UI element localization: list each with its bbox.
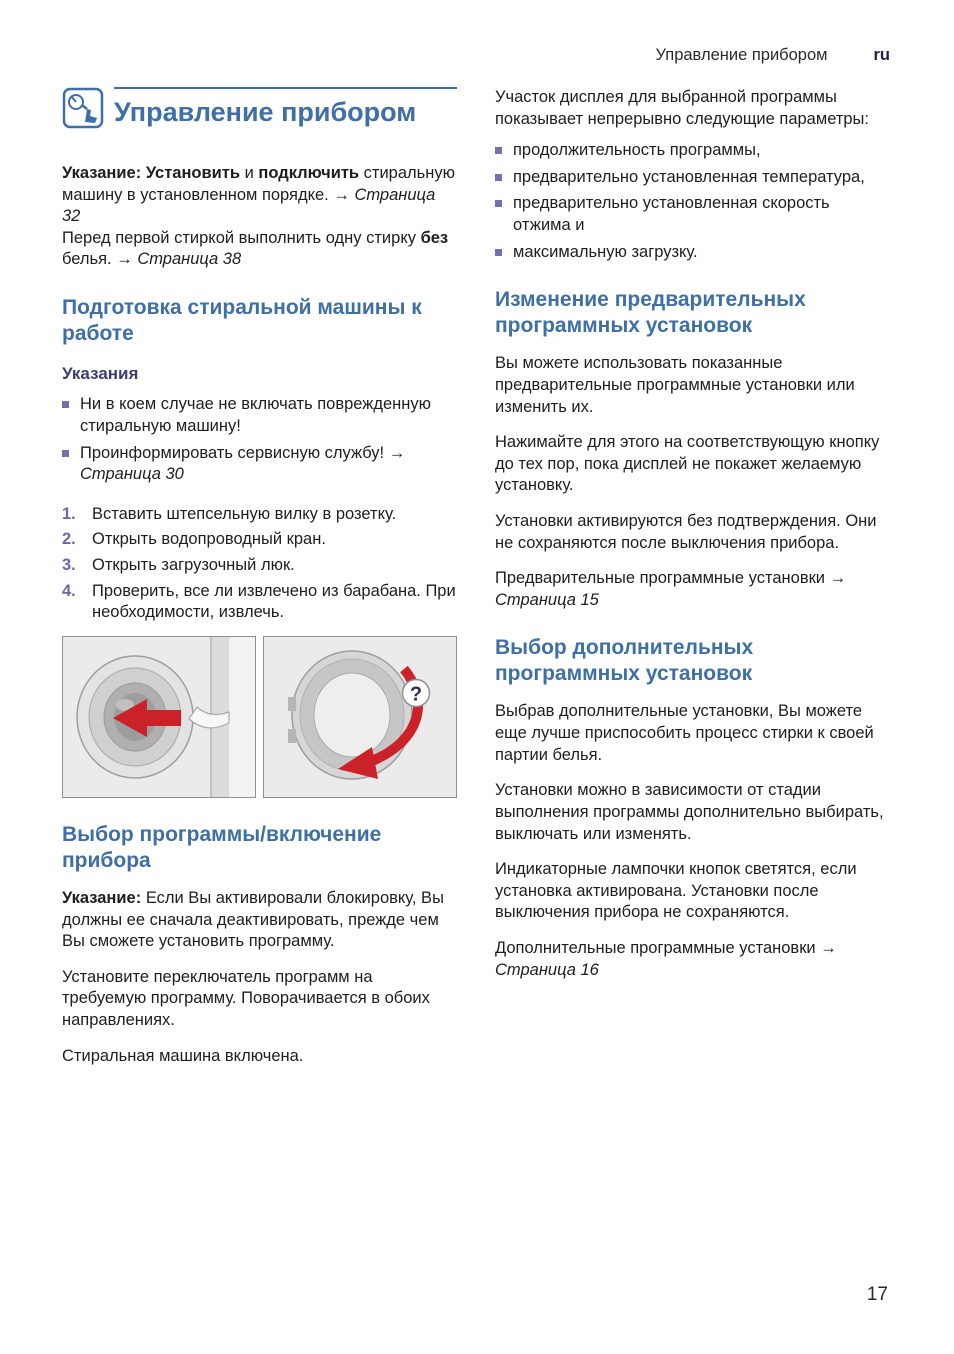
hinge-illustration: [288, 729, 296, 743]
step-text: Проверить, все ли извлечено из барабана. При необходимости, извлечь.: [92, 581, 456, 622]
step-number: 4.: [62, 581, 76, 600]
list-item: [495, 242, 890, 264]
header-language-code: ru: [873, 46, 890, 64]
bullet-text: Проинформировать сервисную службу! → Страница 30: [80, 443, 406, 484]
step-number: 3.: [62, 556, 76, 575]
section-title-program-selection: Выбор программы/включение прибора: [62, 822, 382, 872]
list-item: [495, 140, 890, 162]
presets-page-reference: Предварительные программные установки → Страница 15: [495, 569, 847, 609]
appliance-operation-icon: [62, 87, 104, 129]
display-paragraph: Участок дисплея для выбранной программы показывает непрерывно следующие параметры:: [495, 88, 869, 128]
additional-settings-paragraph-3: Индикаторные лампочки кнопок светятся, если установка активирована. Установки после выключения прибора не сохраняются.: [495, 860, 857, 922]
preparation-steps-list: [62, 504, 457, 624]
list-item: [62, 443, 457, 486]
bullet-text: предварительно установленная скорость отжима и: [513, 194, 830, 235]
additional-settings-paragraph-1: Выбрав дополнительные установки, Вы можете еще лучше приспособить процесс стирки к своей партии белья.: [495, 702, 874, 764]
additional-settings-page-reference: Дополнительные программные установки → Страница 16: [495, 938, 837, 979]
notes-bullet-list: [62, 394, 457, 485]
square-bullet-icon: [62, 401, 69, 408]
square-bullet-icon: [495, 200, 502, 207]
list-item: [62, 581, 457, 624]
list-item: [62, 394, 457, 437]
left-column: [62, 87, 457, 1081]
section-title-change-presets: Изменение предварительных программных установок: [495, 288, 806, 338]
step-text: Вставить штепсельную вилку в розетку.: [92, 504, 397, 523]
step-number: 2.: [62, 530, 76, 549]
page-number: 17: [866, 1284, 888, 1305]
drum-check-figure: [62, 636, 457, 798]
display-parameters-list: [495, 140, 890, 263]
washer-door-open-illustration: [263, 636, 457, 798]
selector-paragraph: Установите переключатель программ на требуемую программу. Поворачивается в обоих направлениях.: [62, 967, 430, 1029]
list-item: [495, 193, 890, 236]
step-number: 1.: [62, 504, 76, 523]
chapter-title: Управление прибором: [114, 87, 457, 129]
two-column-layout: [62, 87, 890, 1081]
subsection-title-notes: Указания: [62, 364, 139, 384]
bullet-text: максимальную загрузку.: [513, 242, 698, 261]
square-bullet-icon: [495, 147, 502, 154]
change-presets-paragraph-2: Нажимайте для этого на соответствующую кнопку до тех пор, пока дисплей не покажет желаемую установку.: [495, 433, 880, 495]
question-mark-glyph: ?: [409, 683, 423, 706]
additional-settings-paragraph-2: Установки можно в зависимости от стадии выполнения программы дополнительно выбирать, выключать или изменять.: [495, 781, 884, 843]
section-title-preparation: Подготовка стиральной машины к работе: [62, 296, 422, 346]
hinge-illustration: [288, 697, 296, 711]
lock-note: Указание: Если Вы активировали блокировку, Вы должны ее сначала деактивировать, прежде чем Вы сможете установить программу.: [62, 888, 444, 951]
bullet-text: продолжительность программы,: [513, 141, 761, 160]
list-item: [62, 529, 457, 551]
list-item: [62, 504, 457, 526]
step-text: Открыть водопроводный кран.: [92, 530, 326, 549]
bullet-text: предварительно установленная температура,: [513, 167, 865, 186]
square-bullet-icon: [495, 174, 502, 181]
chapter-heading-row: [62, 87, 457, 129]
header-chapter-title: Управление прибором: [655, 46, 828, 64]
step-text: Открыть загрузочный люк.: [92, 556, 295, 575]
right-column: [495, 87, 890, 1081]
list-item: [495, 167, 890, 189]
change-presets-paragraph-3: Установки активируются без подтверждения. Они не сохраняются после выключения прибора.: [495, 511, 877, 552]
change-presets-paragraph-1: Вы можете использовать показанные предварительные программные установки или изменить их.: [495, 354, 855, 416]
square-bullet-icon: [495, 249, 502, 256]
machine-on-paragraph: Стиральная машина включена.: [62, 1046, 304, 1065]
list-item: [62, 555, 457, 577]
page-footer: [867, 1284, 888, 1306]
bullet-text: Ни в коем случае не включать поврежденную стиральную машину!: [80, 395, 431, 435]
washer-door-closed-illustration: [62, 636, 256, 798]
section-title-additional-settings: Выбор дополнительных программных установок: [495, 636, 754, 686]
intro-note: Указание: Установить и подключить стиральную машину в установленном порядке. → Страница 32 Перед первой стиркой выполнить одну стирку без белья. → Страница 38: [62, 164, 456, 269]
square-bullet-icon: [62, 450, 69, 457]
page-header: [62, 46, 890, 65]
